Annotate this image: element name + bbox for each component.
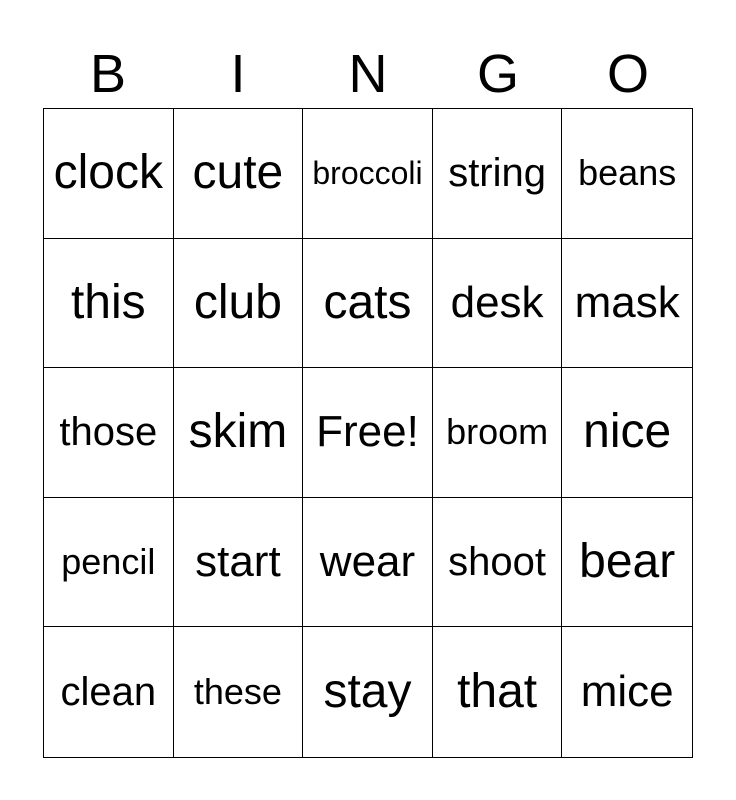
cell-word: broccoli — [312, 155, 423, 192]
bingo-header — [43, 40, 693, 108]
bingo-board — [43, 108, 693, 758]
cell-word: beans — [578, 152, 677, 194]
header-letter-n: N — [348, 44, 388, 104]
cell-word: these — [193, 671, 282, 713]
bingo-cell[interactable] — [433, 627, 563, 757]
free-space-cell[interactable] — [303, 368, 433, 498]
bingo-cell[interactable] — [44, 109, 174, 239]
cell-word: bear — [579, 535, 676, 589]
cell-word: wear — [319, 537, 416, 587]
cell-word: broom — [446, 411, 549, 453]
bingo-cell[interactable] — [44, 498, 174, 628]
cell-word: club — [193, 275, 282, 329]
cell-word: cute — [192, 146, 284, 200]
bingo-cell[interactable] — [433, 239, 563, 369]
cell-word: those — [59, 410, 158, 455]
bingo-cell[interactable] — [44, 239, 174, 369]
free-space-label: Free! — [316, 407, 419, 457]
header-letter-o: O — [606, 44, 649, 104]
cell-word: stay — [323, 665, 412, 719]
bingo-cell[interactable] — [433, 109, 563, 239]
cell-word: clock — [53, 146, 163, 200]
bingo-cell[interactable] — [562, 239, 692, 369]
bingo-cell[interactable] — [562, 627, 692, 757]
cell-word: clean — [60, 670, 157, 715]
cell-word: skim — [188, 405, 288, 459]
bingo-cell[interactable] — [562, 498, 692, 628]
cell-word: desk — [450, 277, 544, 327]
bingo-cell[interactable] — [44, 627, 174, 757]
cell-word: start — [195, 537, 281, 587]
header-letter-i: I — [230, 44, 246, 104]
bingo-cell[interactable] — [303, 109, 433, 239]
cell-word: that — [457, 665, 538, 719]
bingo-cell[interactable] — [303, 239, 433, 369]
cell-word: string — [448, 151, 546, 196]
bingo-cell[interactable] — [174, 498, 304, 628]
bingo-cell[interactable] — [433, 498, 563, 628]
bingo-cell[interactable] — [433, 368, 563, 498]
header-letter-b: B — [89, 44, 127, 104]
cell-word: this — [70, 275, 146, 329]
bingo-cell[interactable] — [303, 498, 433, 628]
bingo-cell[interactable] — [562, 109, 692, 239]
bingo-cell[interactable] — [562, 368, 692, 498]
header-letter-g: G — [476, 44, 519, 104]
cell-word: pencil — [61, 541, 156, 583]
cell-word: mask — [574, 277, 680, 327]
bingo-cell[interactable] — [174, 368, 304, 498]
cell-word: shoot — [448, 540, 547, 585]
bingo-cell[interactable] — [44, 368, 174, 498]
cell-word: mice — [580, 667, 674, 717]
bingo-cell[interactable] — [174, 627, 304, 757]
cell-word: cats — [323, 275, 412, 329]
bingo-cell[interactable] — [174, 109, 304, 239]
cell-word: nice — [583, 405, 672, 459]
bingo-cell[interactable] — [174, 239, 304, 369]
bingo-cell[interactable] — [303, 627, 433, 757]
